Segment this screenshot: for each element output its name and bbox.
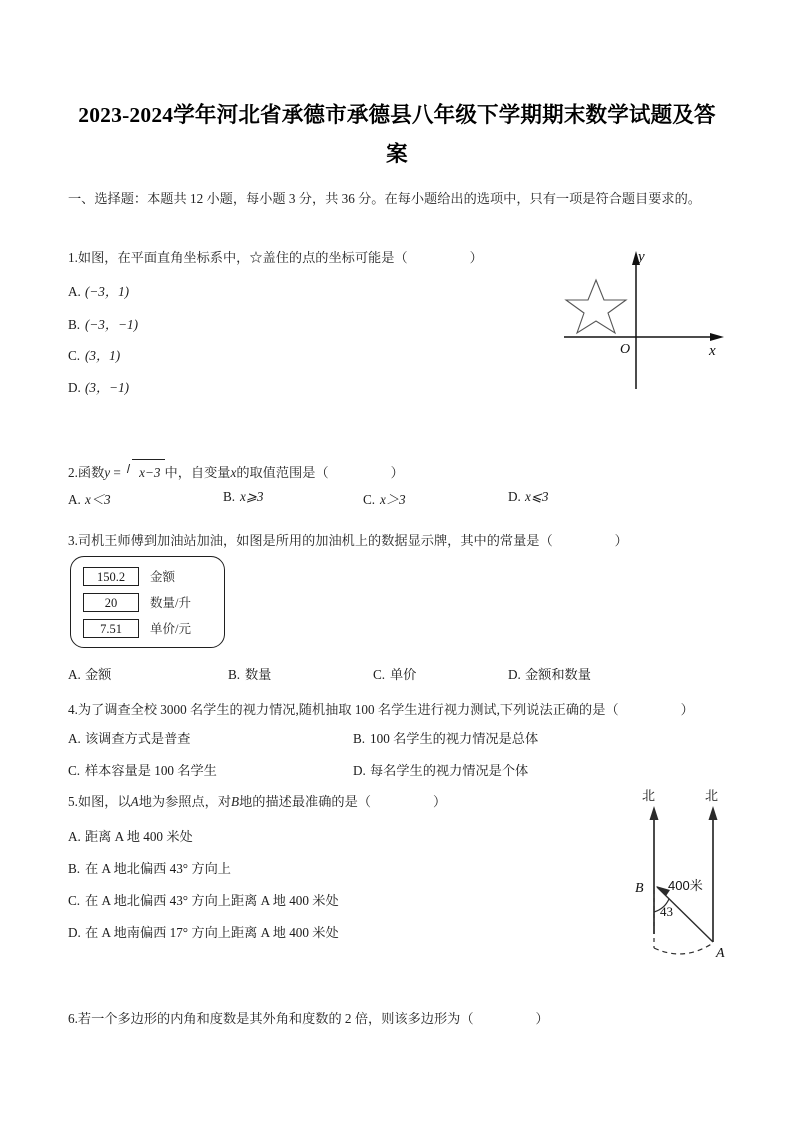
question-5-option-a[interactable] — [68, 826, 588, 845]
option-d-text: (3，−1) — [85, 380, 130, 395]
point-a-label: A — [716, 946, 725, 961]
question-5-text-mid: 地为参照点，对 — [138, 794, 232, 809]
question-6-close: ） — [535, 1011, 549, 1026]
option-b-label: B. — [68, 861, 81, 876]
question-3-option-d[interactable] — [508, 664, 591, 683]
option-a-text: 距离 A 地 400 米处 — [85, 829, 193, 844]
sqrt-radicand: x−3 — [139, 465, 161, 480]
pump-quantity-value: 20 — [83, 593, 139, 612]
question-5-option-d[interactable] — [68, 922, 588, 941]
origin-label: O — [620, 342, 631, 357]
question-3-stem — [68, 528, 728, 553]
coordinate-axes-figure — [556, 243, 728, 395]
question-2-close: ） — [390, 465, 404, 480]
north-label-left: 北 — [642, 788, 656, 803]
question-6-text: 若一个多边形的内角和度数是其外角和度数的 2 倍，则该多边形为（ — [77, 1011, 474, 1026]
sqrt-expression — [126, 460, 162, 485]
question-2-text-post: 中，自变量 — [164, 465, 231, 480]
question-2-number: 2. — [68, 465, 78, 480]
question-4-stem — [68, 697, 728, 722]
option-a-text: 金额 — [85, 667, 112, 682]
pump-row-amount — [83, 564, 214, 588]
bearing-diagram-figure — [612, 786, 748, 962]
question-3-text: 司机王师傅到加油站加油，如图是所用的加油机上的数据显示牌，其中的常量是（ — [77, 533, 553, 548]
question-3-close: ） — [614, 533, 628, 548]
question-3-number: 3. — [68, 533, 78, 548]
question-5-point-a: A — [130, 794, 139, 809]
option-c-text: (3，1) — [85, 348, 121, 363]
question-4-option-a[interactable] — [68, 728, 353, 747]
option-b-text: (−3，−1) — [85, 317, 138, 332]
question-4-close: ） — [680, 702, 694, 717]
x-axis-arrow — [710, 333, 724, 341]
option-a-label: A. — [68, 284, 81, 299]
option-b-label: B. — [353, 731, 366, 746]
option-d-label: D. — [353, 763, 366, 778]
question-6-number: 6. — [68, 1011, 78, 1026]
option-b-text: 在 A 地北偏西 43° 方向上 — [85, 861, 231, 876]
question-4-option-b[interactable] — [353, 728, 538, 747]
option-c-label: C. — [68, 348, 81, 363]
question-4-text: 为了调查全校 3000 名学生的视力情况,随机抽取 100 名学生进行视力测试,下列说法正确的是（ — [77, 702, 619, 717]
option-a-label: A. — [68, 731, 81, 746]
north-arrow-right-head — [709, 806, 718, 820]
pump-amount-value: 150.2 — [83, 567, 139, 586]
option-c-text: 样本容量是 100 名学生 — [85, 763, 217, 778]
question-4-options-row-2 — [68, 760, 728, 779]
question-2-option-a[interactable] — [68, 489, 223, 508]
question-2-text-post2: 的取值范围是（ — [236, 465, 329, 480]
distance-label: 400米 — [668, 878, 703, 893]
north-label-right: 北 — [705, 788, 719, 803]
option-d-label: D. — [68, 380, 81, 395]
pump-amount-label: 金额 — [150, 570, 176, 584]
section-instruction: 一、选择题：本题共 12 小题，每小题 3 分，共 36 分。在每小题给出的选项中，只有一项是符合题目要求的。 — [68, 191, 701, 206]
question-5-option-b[interactable] — [68, 858, 588, 877]
pump-unit-price-value: 7.51 — [83, 619, 139, 638]
question-2-equals: = — [113, 465, 121, 480]
question-2-variable-y: y — [104, 465, 111, 480]
option-c-text: x＞3 — [380, 492, 406, 507]
option-b-text: 数量 — [245, 667, 272, 682]
option-c-label: C. — [68, 893, 81, 908]
question-1-text: 如图，在平面直角坐标系中，☆盖住的点的坐标可能是（ — [77, 250, 408, 265]
pump-row-quantity — [83, 590, 214, 614]
pump-quantity-label: 数量/升 — [150, 596, 191, 610]
pump-row-unit-price — [83, 616, 214, 640]
option-a-label: A. — [68, 492, 81, 507]
option-d-text: 在 A 地南偏西 17° 方向上距离 A 地 400 米处 — [85, 925, 339, 940]
question-3-option-a[interactable] — [68, 664, 228, 683]
question-5-option-c[interactable] — [68, 890, 588, 909]
option-d-label: D. — [68, 925, 81, 940]
star-shape — [566, 280, 626, 333]
option-b-text: x⩾3 — [240, 489, 264, 504]
option-a-text: (−3，1) — [85, 284, 130, 299]
option-b-label: B. — [68, 317, 81, 332]
question-3-option-c[interactable] — [373, 664, 508, 683]
question-5-point-b: B — [231, 794, 240, 809]
question-1-close: ） — [469, 250, 483, 265]
fuel-pump-display-figure — [70, 556, 225, 648]
option-d-label: D. — [508, 667, 521, 682]
question-6-stem — [68, 1006, 728, 1031]
option-a-label: A. — [68, 829, 81, 844]
question-2-stem — [68, 460, 728, 485]
question-4-options-row-1 — [68, 728, 728, 747]
north-arrow-left-head — [650, 806, 659, 820]
question-4-number: 4. — [68, 702, 78, 717]
option-c-label: C. — [373, 667, 386, 682]
option-a-label: A. — [68, 667, 81, 682]
x-axis-label: x — [709, 343, 716, 359]
question-2-options — [68, 489, 728, 508]
option-d-label: D. — [508, 489, 521, 504]
option-c-label: C. — [68, 763, 81, 778]
dashed-arc — [654, 943, 713, 954]
question-5-text-post: 地的描述最准确的是（ — [239, 794, 371, 809]
option-b-text: 100 名学生的视力情况是总体 — [370, 731, 539, 746]
question-5-number: 5. — [68, 794, 78, 809]
point-b-label: B — [635, 881, 644, 896]
option-c-label: C. — [363, 492, 376, 507]
question-1-number: 1. — [68, 250, 78, 265]
question-4-option-d[interactable] — [353, 760, 528, 779]
option-b-label: B. — [223, 489, 236, 504]
option-a-text: x＜3 — [85, 492, 111, 507]
option-a-text: 该调查方式是普查 — [85, 731, 191, 746]
option-d-text: 金额和数量 — [525, 667, 591, 682]
option-b-label: B. — [228, 667, 241, 682]
question-2-variable-x: x — [230, 465, 237, 480]
question-2-option-b[interactable] — [223, 489, 363, 505]
angle-label: 43 — [660, 904, 673, 919]
option-c-text: 在 A 地北偏西 43° 方向上距离 A 地 400 米处 — [85, 893, 339, 908]
y-axis-label: y — [638, 249, 645, 265]
page-title: 2023-2024学年河北省承德市承德县八年级下学期期末数学试题及答案 — [78, 103, 716, 167]
pump-unit-price-label: 单价/元 — [150, 622, 191, 636]
question-5-text-pre: 如图，以 — [77, 794, 131, 809]
question-3-option-b[interactable] — [228, 664, 373, 683]
option-c-text: 单价 — [390, 667, 417, 682]
question-2-option-c[interactable] — [363, 489, 508, 508]
question-3-options — [68, 664, 728, 683]
question-5-close: ） — [432, 794, 447, 809]
question-2-text-pre: 函数 — [77, 465, 105, 480]
option-d-text: 每名学生的视力情况是个体 — [370, 763, 529, 778]
question-4-option-c[interactable] — [68, 760, 353, 779]
option-d-text: x⩽3 — [525, 489, 549, 504]
question-2-option-d[interactable] — [508, 489, 549, 505]
